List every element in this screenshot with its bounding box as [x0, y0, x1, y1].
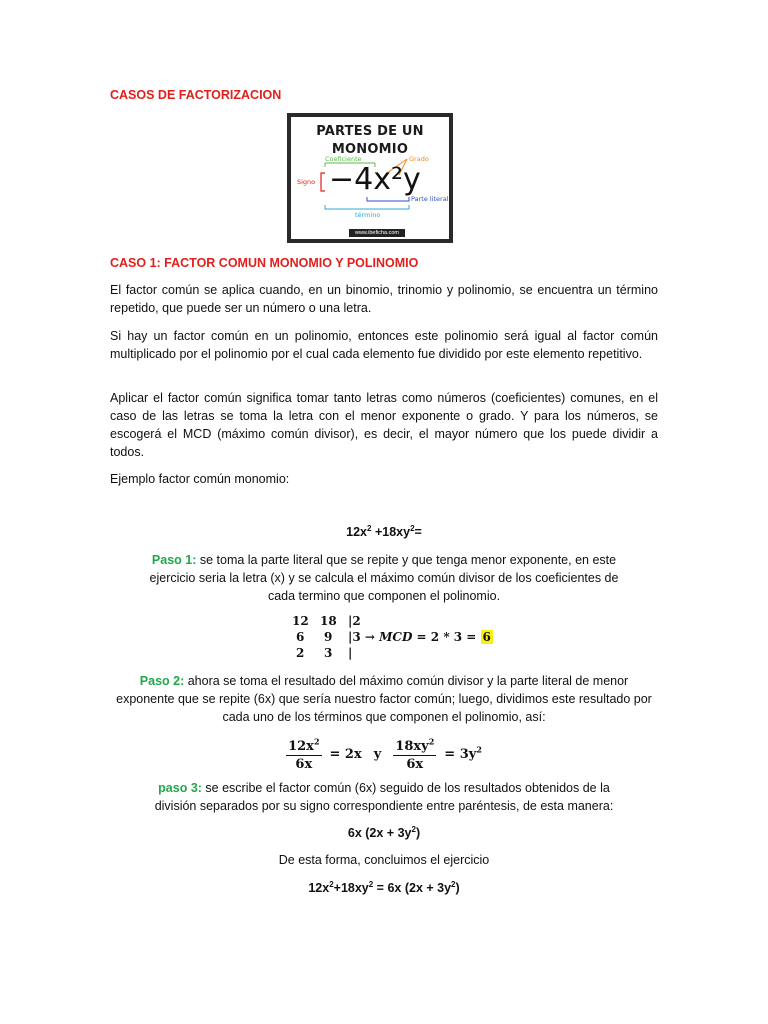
fraction-1: $\frac{12x^2}{6x}$: [288, 736, 320, 772]
page-title: CASOS DE FACTORIZACION: [110, 88, 282, 102]
paragraph-2: Si hay un factor común en un polinomio, entonces este polinomio será igual al factor común multiplicado por el polinomio por el cual cada elemento fue dividido por este elemento repetitivo.: [110, 329, 658, 361]
label-coeficiente: Coeficiente: [325, 155, 362, 163]
monomio-expression: −4x²y: [329, 162, 421, 197]
label-signo: Signo: [297, 178, 316, 186]
mcd-result-highlight: 6: [482, 630, 491, 644]
paso1-label: Paso 1:: [151, 553, 197, 567]
paragraph-1: El factor común se aplica cuando, en un binomio, trinomio y polinomio, se encuentra un término repetido, que puede ser un número o una letra.: [110, 283, 658, 315]
paso3-paragraph: paso 3: se escribe el factor común (6x) seguido de los resultados obtenidos de la división separados por su signo correspondiente entre paréntesis, de esta manera:: [154, 781, 614, 813]
label-termino: término: [355, 211, 381, 219]
document-page: CASOS DE FACTORIZACION PARTES DE UN MONOMIO Coeficiente Grado Signo −4x²y Parte literal término www.ibeficha.com CASO 1: FACTOR COMUN MONOMIO Y POLINOMIO El factor común se aplica cuando, en un binomio, trinomio y polinomio, se encuentra un término repetido, que puede ser un número o una letra. Si hay un factor común en un polinomio, entonces este polinomio será igual al factor común multiplicado por el polinomio por el cual cada elemento fue dividido por este elemento repetitivo. Aplicar el factor común significa tomar tanto letras como números (coeficientes) comunes, en el caso de las letras se toma la letra con el menor exponente o grado. Y para los números, se escogerá el MCD (máximo común divisor), es decir, el mayor número que los puede dividir a todos. Ejemplo factor común monomio: $12x^2 +18xy^2=$ Paso 1: se toma la parte literal que se repite y que tenga menor exponente, en este ejercicio seria la letra (x) y se calcula el máximo común divisor de los coeficientes de cada termino que componen el polinomio. 12 18 |2 6 9 |3 → MCD = 2 * 3 = 6 2 3 | Paso 2: ahora se toma el resultado del máximo común divisor y la parte literal de menor exponente que se repite (6x) que sería nuestro factor común; luego, dividimos este resultado por cada uno de los términos que componen el polinomio, así: $\frac{12x^2}{6x}$ = 2x y $\frac{18xy^2}{6x}$ = $3y^2$ paso 3: se escribe el factor común (6x) seguido de los resultados obtenidos de la división separados por su signo correspondiente entre paréntesis, de esta manera: 6x $(2x + 3y^2)$ De esta forma, concluimos el ejercicio $12x^2+18xy^2 = 6x$ $(2x + 3y^2)$: [110, 88, 658, 895]
result-expression: 6x $(2x + 3y^2)$: [347, 824, 421, 840]
diagram-title: PARTES DE UN MONOMIO: [316, 124, 424, 157]
caso1-heading: CASO 1: FACTOR COMUN MONOMIO Y POLINOMIO: [110, 256, 419, 270]
monomio-diagram: [287, 113, 453, 243]
fraction-2: $\frac{18xy^2}{6x}$: [395, 736, 435, 772]
diagram-footer: www.ibeficha.com: [349, 229, 405, 237]
paragraph-4: Ejemplo factor común monomio:: [110, 472, 290, 486]
example-expression: $12x^2 +18xy^2=$: [346, 523, 422, 539]
label-grado: Grado: [409, 155, 429, 163]
conclusion-text: De esta forma, concluimos el ejercicio: [278, 853, 490, 867]
label-parte-literal: Parte literal: [411, 195, 449, 203]
paso2-paragraph: Paso 2: ahora se toma el resultado del máximo común divisor y la parte literal de menor exponente que se repite (6x) que sería nuestro factor común; luego, dividimos este resultado por cada uno de los términos que componen el polinomio, así:: [116, 674, 652, 724]
paso2-label: Paso 2:: [139, 674, 185, 688]
paragraph-3: Aplicar el factor común significa tomar tanto letras como números (coeficientes) comunes, en el caso de las letras se toma la letra con el menor exponente o grado. Y para los números, se escogerá el MCD (máximo común divisor), es decir, el mayor número que los puede dividir a todos.: [110, 391, 658, 459]
paso1-paragraph: Paso 1: se toma la parte literal que se repite y que tenga menor exponente, en este ejercicio seria la letra (x) y se calcula el máximo común divisor de los coeficientes de cada termino que componen el polinomio.: [149, 553, 619, 603]
final-equation: $12x^2+18xy^2 = 6x$ $(2x + 3y^2)$: [308, 879, 460, 895]
fraction-equations: $\frac{12x^2}{6x}$ = 2x y $\frac{18xy^2}{6x}$ = $3y^2$: [288, 736, 482, 772]
paso3-label: paso 3:: [158, 781, 202, 795]
